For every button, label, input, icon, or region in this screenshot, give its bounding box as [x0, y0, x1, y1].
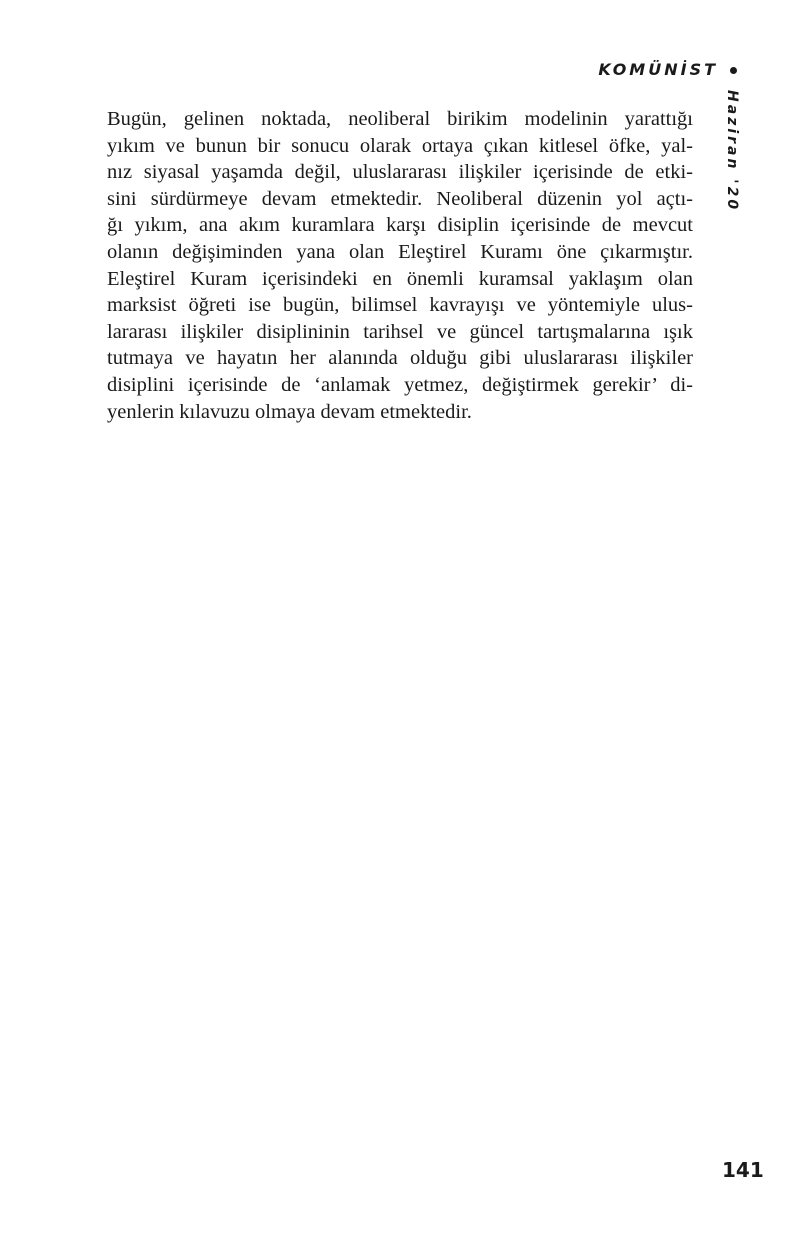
text-line: Bugün, gelinen noktada, neoliberal birikim modelinin yarattığı: [107, 108, 693, 130]
magazine-title: KOMÜNİST: [598, 60, 718, 79]
text-line: ğı yıkım, ana akım kuramlara karşı disiplin içerisinde de mevcut: [107, 214, 693, 237]
text-line: lararası ilişkiler disiplininin tarihsel ve güncel tartışmalarına ışık: [107, 320, 693, 343]
text-line: tutmaya ve hayatın her alanında olduğu gibi uluslararası ilişkiler: [107, 347, 693, 370]
page-number: 141: [722, 1158, 764, 1182]
text-line: Eleştirel Kuram içerisindeki en önemli kuramsal yaklaşım olan: [107, 267, 693, 290]
text-line: disiplini içerisinde de ‘anlamak yetmez, değiştirmek gerekir’ di-: [107, 373, 693, 396]
text-line: marksist öğreti ise bugün, bilimsel kavrayışı ve yöntemiyle ulus-: [107, 294, 693, 317]
issue-label: [722, 90, 742, 213]
text-line: yenlerin kılavuzu olmaya devam etmektedir.: [107, 400, 472, 423]
bullet-dot: [730, 67, 737, 74]
body-paragraph: [107, 106, 693, 425]
text-line: olanın değişiminden yana olan Eleştirel Kuramı öne çıkarmıştır.: [107, 240, 693, 263]
issue-text: Haziran '20: [724, 90, 740, 213]
text-line: sini sürdürmeye devam etmektedir. Neoliberal düzenin yol açtı-: [107, 187, 693, 210]
text-line: nız siyasal yaşamda değil, uluslararası ilişkiler içerisinde de etki-: [107, 161, 693, 184]
text-line: yıkım ve bunun bir sonucu olarak ortaya çıkan kitlesel öfke, yal-: [107, 134, 693, 157]
